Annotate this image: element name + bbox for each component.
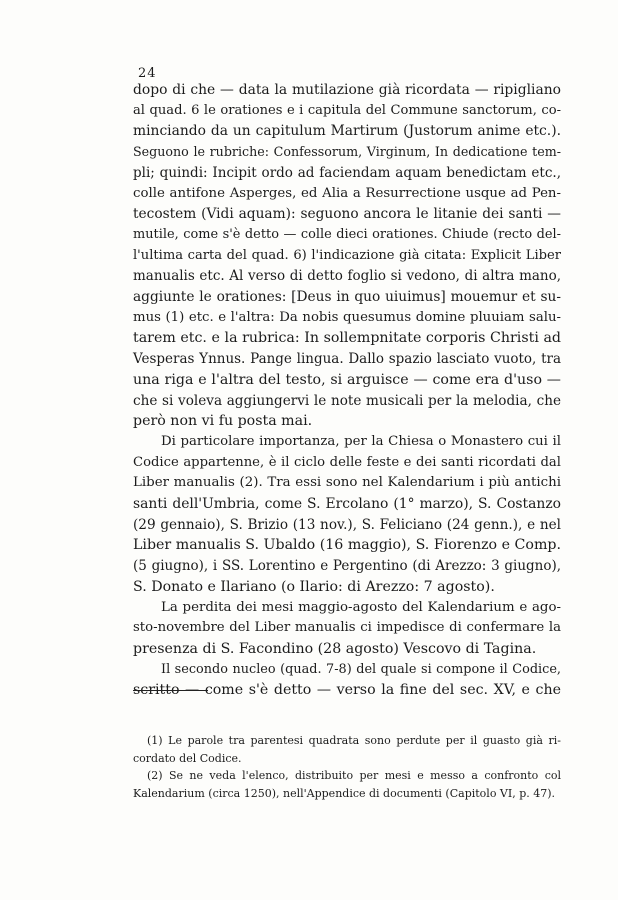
body-line: (5 giugno), i SS. Lorentino e Pergentino (di Arezzo: 3 giugno), [133, 558, 561, 575]
footnote-separator [133, 690, 208, 691]
body-line: una riga e l'altra del testo, si arguisce — come era d'uso — [133, 371, 561, 388]
footnote-line: Kalendarium (circa 1250), nell'Appendice di documenti (Capitolo VI, p. 47). [133, 786, 556, 800]
body-line: colle antifone Asperges, ed Alia a Resurrectione usque ad Pen- [133, 185, 561, 201]
body-line: Liber manualis S. Ubaldo (16 maggio), S. Fiorenzo e Comp. [133, 537, 561, 554]
body-line: che si voleva aggiungervi le note musicali per la melodia, che [133, 392, 561, 409]
body-line: dopo di che — data la mutilazione già ricordata — ripigliano [133, 82, 561, 98]
body-line: mutile, come s'è detto — colle dieci orationes. Chiude (recto del- [133, 226, 561, 242]
footnote-line: (2) Se ne veda l'elenco, distribuito per mesi e messo a confronto col [147, 769, 561, 782]
body-line: l'ultima carta del quad. 6) l'indicazione già citata: Explicit Liber [133, 247, 561, 263]
footnote-line: cordato del Codice. [133, 751, 242, 765]
body-line: tarem etc. e la rubrica: In sollempnitate corporis Christi ad [133, 330, 561, 347]
body-line: Vesperas Ynnus. Pange lingua. Dallo spazio lasciato vuoto, tra [133, 351, 561, 368]
body-line: manualis etc. Al verso di detto foglio si vedono, di altra mano, [133, 268, 561, 285]
body-line: Il secondo nucleo (quad. 7-8) del quale si compone il Codice, [161, 661, 561, 677]
body-line: scritto — come s'è detto — verso la fine del sec. XV, e che [133, 682, 561, 699]
footnote-line: (1) Le parole tra parentesi quadrata sono perdute per il guasto già ri- [147, 734, 561, 747]
page-number: 24 [138, 66, 157, 81]
body-line: Di particolare importanza, per la Chiesa o Monastero cui il [161, 433, 561, 449]
body-text [133, 80, 561, 701]
body-line: aggiunte le orationes: [Deus in quo uiuimus] mouemur et su- [133, 289, 561, 306]
body-line: minciando da un capitulum Martirum (Justorum anime etc.). [133, 123, 561, 140]
body-line: tecostem (Vidi aquam): seguono ancora le litanie dei santi — [133, 206, 561, 223]
body-line: al quad. 6 le orationes e i capitula del Commune sanctorum, co- [133, 102, 561, 118]
body-line: Codice appartenne, è il ciclo delle feste e dei santi ricordati dal [133, 454, 561, 470]
body-line: presenza di S. Facondino (28 agosto) Vescovo di Tagina. [133, 640, 537, 657]
body-line: (29 gennaio), S. Brizio (13 nov.), S. Feliciano (24 genn.), e nel [133, 516, 561, 533]
body-line: santi dell'Umbria, come S. Ercolano (1° marzo), S. Costanzo [133, 496, 561, 513]
body-line: Seguono le rubriche: Confessorum, Virginum, In dedicatione tem- [133, 144, 561, 160]
body-line: pli; quindi: Incipit ordo ad faciendam aquam benedictam etc., [133, 164, 561, 181]
body-line: però non vi fu posta mai. [133, 413, 313, 430]
footnotes [133, 732, 561, 802]
body-line: La perdita dei mesi maggio-agosto del Kalendarium e ago- [161, 599, 561, 615]
body-line: S. Donato e Ilariano (o Ilario: di Arezzo: 7 agosto). [133, 578, 495, 595]
body-line: sto-novembre del Liber manualis ci impedisce di confermare la [133, 620, 561, 636]
body-line: Liber manualis (2). Tra essi sono nel Kalendarium i più antichi [133, 475, 561, 491]
body-line: mus (1) etc. e l'altra: Da nobis quesumus domine pluuiam salu- [133, 309, 561, 325]
